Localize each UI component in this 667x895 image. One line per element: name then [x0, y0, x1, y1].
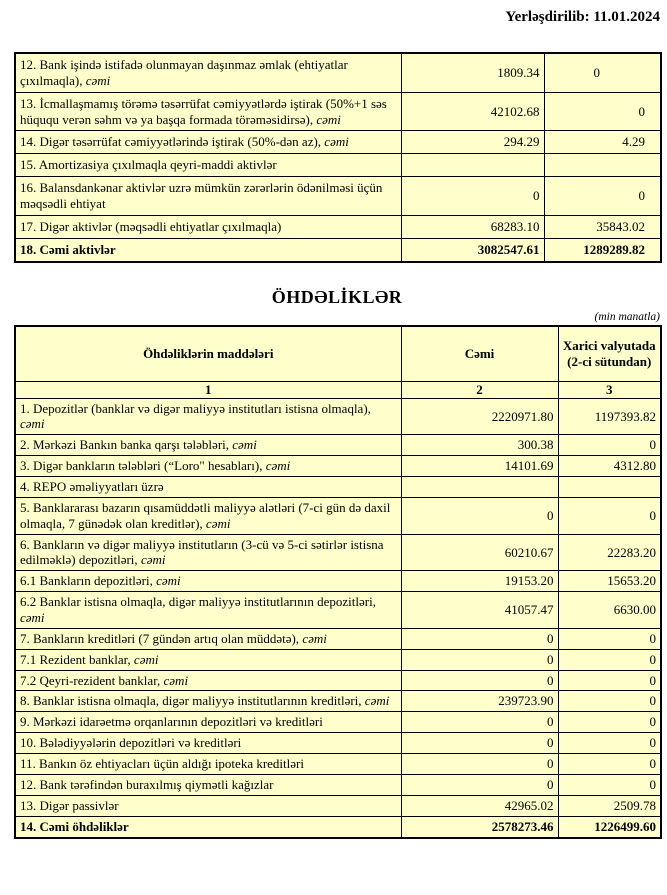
row-foreign-currency-value: 1197393.82 — [558, 398, 661, 435]
liabilities-title: ÖHDƏLİKLƏR — [271, 286, 403, 307]
table-row — [15, 398, 661, 435]
row-label-italic-suffix: cəmi — [156, 573, 181, 589]
row-label — [15, 691, 401, 712]
row-total-value: 68283.10 — [401, 215, 544, 238]
row-label-text: 18. Cəmi aktivlər — [20, 241, 116, 257]
row-label-italic-suffix: cəmi — [316, 111, 341, 127]
row-label-text: 9. Mərkəzi idarəetmə orqanlarının depozitləri və kreditləri — [20, 714, 323, 730]
row-label — [15, 238, 401, 261]
table-row — [15, 691, 661, 712]
row-total-value — [401, 477, 558, 498]
row-foreign-currency-value: 4.29 — [544, 131, 661, 154]
row-total-value: 0 — [401, 712, 558, 733]
table-row — [15, 177, 661, 216]
row-total-value: 0 — [401, 177, 544, 216]
row-label-italic-suffix: cəmi — [133, 651, 159, 667]
row-label-italic-suffix: cəmi — [163, 672, 189, 688]
row-label-text: 10. Bələdiyyələrin depozitləri və kreditləri — [20, 735, 242, 751]
row-label-italic-suffix: cəmi — [20, 610, 45, 626]
liabilities-header-row — [15, 326, 661, 382]
row-label-text: 1. Depozitlər (banklar və digər maliyyə institutları istisna olmaqla), — [20, 400, 371, 416]
row-foreign-currency-value: 0 — [558, 670, 661, 691]
row-label-text: 7.1 Rezident banklar, — [20, 651, 134, 667]
row-foreign-currency-value: 0 — [558, 628, 661, 649]
table-row — [15, 592, 661, 629]
row-label-text: 11. Bankın öz ehtiyacları üçün aldığı ipoteka kreditləri — [20, 756, 304, 772]
column-number-1: 1 — [15, 381, 401, 398]
row-label — [15, 733, 401, 754]
column-number-2: 2 — [401, 381, 558, 398]
row-foreign-currency-value: 22283.20 — [558, 534, 661, 571]
row-label-italic-suffix: cəmi — [140, 552, 166, 568]
table-row — [15, 435, 661, 456]
row-label — [15, 398, 401, 435]
row-total-value: 0 — [401, 649, 558, 670]
row-total-value: 60210.67 — [401, 534, 558, 571]
row-label-text: 6.2 Banklar istisna olmaqla, digər maliyyə institutlarının depozitləri, — [20, 594, 376, 610]
column-number-3: 3 — [558, 381, 661, 398]
column-header-foreign: Xarici valyutada (2-ci sütundan) — [558, 326, 661, 382]
row-foreign-currency-value — [544, 154, 661, 177]
row-total-value: 0 — [401, 754, 558, 775]
row-label-italic-suffix: cəmi — [205, 515, 231, 531]
column-number-row — [15, 381, 661, 398]
row-label — [15, 177, 401, 216]
table-row — [15, 571, 661, 592]
row-label-italic-suffix: cəmi — [324, 134, 349, 150]
table-row — [15, 628, 661, 649]
row-label-italic-suffix: cəmi — [302, 630, 327, 646]
row-label — [15, 497, 401, 534]
row-label-text: 2. Mərkəzi Bankın banka qarşı tələbləri, — [20, 437, 233, 453]
table-row — [15, 670, 661, 691]
row-label-italic-suffix: cəmi — [85, 72, 111, 88]
row-label — [15, 215, 401, 238]
row-label-text: 13. Digər passivlər — [20, 797, 119, 813]
table-row — [15, 131, 661, 154]
row-foreign-currency-value: 0 — [558, 497, 661, 534]
row-total-value: 19153.20 — [401, 571, 558, 592]
row-foreign-currency-value: 0 — [558, 691, 661, 712]
table-row — [15, 497, 661, 534]
row-label-italic-suffix: cəmi — [364, 693, 390, 709]
row-foreign-currency-value: 0 — [544, 177, 661, 216]
table-row — [15, 816, 661, 837]
row-label-italic-suffix: cəmi — [232, 437, 257, 453]
row-label — [15, 712, 401, 733]
row-label — [15, 795, 401, 816]
liabilities-table — [14, 325, 662, 839]
table-row — [15, 92, 661, 131]
row-label-text: 3. Digər bankların tələbləri (“Loro" hesabları), — [20, 458, 266, 474]
row-label-text: 17. Digər aktivlər (məqsədli ehtiyatlar çıxılmaqla) — [20, 218, 282, 234]
table-row — [15, 238, 661, 261]
row-label-text: 14. Digər təsərrüfat cəmiyyətlərində iştirak (50%-dən az), — [20, 134, 325, 150]
row-label — [15, 592, 401, 629]
row-total-value: 2220971.80 — [401, 398, 558, 435]
row-label — [15, 816, 401, 837]
row-foreign-currency-value: 0 — [558, 733, 661, 754]
table-row — [15, 795, 661, 816]
row-total-value: 2578273.46 — [401, 816, 558, 837]
unit-note: (min manatla) — [594, 310, 660, 323]
row-label — [15, 774, 401, 795]
row-label-text: 4. REPO əməliyyatları üzrə — [20, 479, 164, 495]
row-foreign-currency-value: 0 — [558, 754, 661, 775]
row-label — [15, 92, 401, 131]
row-foreign-currency-value: 35843.02 — [544, 215, 661, 238]
row-label — [15, 754, 401, 775]
row-label-italic-suffix: cəmi — [20, 416, 45, 432]
table-row — [15, 774, 661, 795]
row-label — [15, 649, 401, 670]
table-row — [15, 53, 661, 92]
row-label — [15, 131, 401, 154]
row-foreign-currency-value: 0 — [544, 92, 661, 131]
row-label-text: 16. Balansdankənar aktivlər uzrə mümkün zərərlərin ödənilməsi üçün məqsədli ehtiyat — [20, 180, 383, 212]
row-label — [15, 456, 401, 477]
row-foreign-currency-value: 0 — [558, 649, 661, 670]
row-label — [15, 154, 401, 177]
table-row — [15, 215, 661, 238]
row-foreign-currency-value: 2509.78 — [558, 795, 661, 816]
row-foreign-currency-value: 6630.00 — [558, 592, 661, 629]
row-label — [15, 477, 401, 498]
row-foreign-currency-value: 4312.80 — [558, 456, 661, 477]
row-total-value: 300.38 — [401, 435, 558, 456]
row-label — [15, 571, 401, 592]
row-label-text: 7. Bankların kreditləri (7 gündən artıq olan müddətə), — [20, 630, 303, 646]
row-total-value: 0 — [401, 628, 558, 649]
row-label-text: 12. Bank tərəfindən buraxılmış qiymətli kağızlar — [20, 776, 274, 792]
row-foreign-currency-value: 1226499.60 — [558, 816, 661, 837]
row-label-text: 6.1 Bankların depozitləri, — [20, 573, 157, 589]
table-row — [15, 649, 661, 670]
row-total-value: 42102.68 — [401, 92, 544, 131]
row-total-value: 3082547.61 — [401, 238, 544, 261]
row-label-text: 8. Banklar istisna olmaqla, digər maliyyə institutlarının kreditləri, — [20, 693, 365, 709]
row-label — [15, 628, 401, 649]
row-label-text: 5. Banklararası bazarın qısamüddətli maliyyə alətləri (7-ci gün də daxil olmaqla, 7 günədək olan kreditlər), — [20, 499, 391, 531]
row-label — [15, 435, 401, 456]
row-label-text: 14. Cəmi öhdəliklər — [20, 818, 129, 834]
table-row — [15, 733, 661, 754]
row-label-italic-suffix: cəmi — [265, 458, 291, 474]
assets-table — [14, 52, 662, 263]
row-total-value: 0 — [401, 670, 558, 691]
row-label-text: 13. İcmallaşmamış törəmə təsərrüfat cəmiyyətlərdə iştirak (50%+1 səs hüququ verən səhm və ya başqa formada törəməsidirsə), — [20, 95, 387, 127]
row-total-value: 42965.02 — [401, 795, 558, 816]
row-total-value: 0 — [401, 497, 558, 534]
table-row — [15, 154, 661, 177]
row-foreign-currency-value: 0 — [558, 435, 661, 456]
row-label-text: 15. Amortizasiya çıxılmaqla qeyri-maddi aktivlər — [20, 157, 277, 173]
row-total-value: 294.29 — [401, 131, 544, 154]
row-label-text: 7.2 Qeyri-rezident banklar, — [20, 672, 164, 688]
table-row — [15, 754, 661, 775]
row-foreign-currency-value: 0 — [558, 774, 661, 795]
table-row — [15, 456, 661, 477]
row-total-value: 1809.34 — [401, 53, 544, 92]
column-header-items: Öhdəliklərin maddələri — [15, 326, 401, 382]
row-label-text: 6. Bankların və digər maliyyə institutların (3-cü və 5-ci sətirlər istisna edilməklə) depozitləri, — [20, 536, 384, 568]
row-foreign-currency-value: 15653.20 — [558, 571, 661, 592]
row-total-value — [401, 154, 544, 177]
table-row — [15, 534, 661, 571]
row-total-value: 239723.90 — [401, 691, 558, 712]
row-label — [15, 670, 401, 691]
column-header-total: Cəmi — [401, 326, 558, 382]
row-total-value: 41057.47 — [401, 592, 558, 629]
row-foreign-currency-value: 0 — [544, 53, 661, 92]
row-label — [15, 534, 401, 571]
row-total-value: 0 — [401, 774, 558, 795]
published-date: Yerləşdirilib: 11.01.2024 — [505, 9, 660, 25]
row-total-value: 14101.69 — [401, 456, 558, 477]
row-foreign-currency-value — [558, 477, 661, 498]
row-foreign-currency-value: 1289289.82 — [544, 238, 661, 261]
row-label — [15, 53, 401, 92]
table-row — [15, 477, 661, 498]
row-label-text: 12. Bank işində istifadə olunmayan daşınmaz əmlak (ehtiyatlar çıxılmaqla), — [20, 57, 348, 88]
table-row — [15, 712, 661, 733]
row-foreign-currency-value: 0 — [558, 712, 661, 733]
row-total-value: 0 — [401, 733, 558, 754]
